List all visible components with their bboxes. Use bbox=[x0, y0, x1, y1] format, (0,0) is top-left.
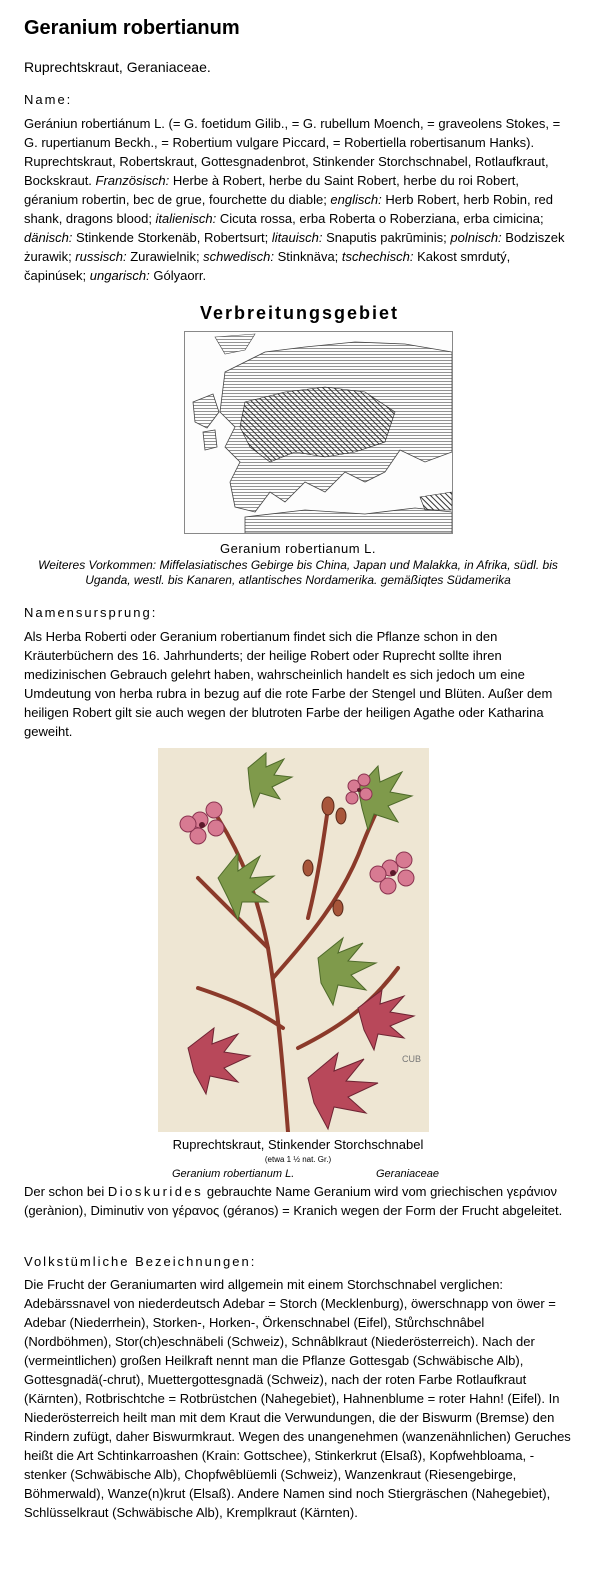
figure-family-name: Geraniaceae bbox=[376, 1168, 439, 1180]
lang-label-pl: polnisch: bbox=[450, 230, 502, 245]
folk-names-paragraph: Die Frucht der Geraniumarten wird allgemein mit einem Storchschnabel verglichen: Adebärssnavel von niederdeutsch Adebar = Storch (Mecklenburg), öwerschnapp von öwer = Adebar (Niederrhein), Storken-, Horken-, Örkenschnabel (Eifel), Stůrchschnâbel (Nordböhmen), Stor(ch)eschnäbeli (Schweiz), Schnâblkraut (Niederösterreich). Nach der (vermeintlichen) großen Heilkraft nennt man die Pflanze Gottesgab (Schwäbische Alb), Gottesgnadä(-chrut), Muettergottesgnadä (Schweiz), nach der roten Farbe Rotlaufkraut (Kärnten), Rotbrischtche = Rotbrüstchen (Nahegebiet), Hahnenblume = roter Hahn! (Eifel). In Niederösterreich heilt man mit dem Kraut die Verwundungen, die der Biswurm (Bremse) den Rindern zufügt, daher Biswurmkraut. Wegen des unangenehmen (wanzenähnlichen) Geruches heißt die Art Schtinkarroashen (Krain: Gottschee), Stinkerkrut (Elsaß), Kopfwehbloama, -stenker (Schwäbische Alb), Chopfwêblüemli (Schweiz), Wanzenkraut (Riesengebirge, Böhmerwald), Wanze(n)krut (Elsaß). Andere Namen sind noch Stiergräschen (Nahegebiet), Schlüsselkraut (Schwäbische Alb), Kremplkraut (Kärnten). bbox=[24, 1277, 571, 1520]
lang-label-ru: russisch: bbox=[75, 249, 127, 264]
lang-label-da: dänisch: bbox=[24, 230, 73, 245]
lang-label-fr: Französisch: bbox=[95, 173, 170, 188]
section-heading-name: Name: bbox=[24, 92, 73, 107]
lang-names-hu: Gólyaorr. bbox=[149, 268, 207, 283]
lang-label-it: italienisch: bbox=[155, 211, 217, 226]
lang-names-it: Cicuta rossa, erba Roberta o Roberziana, erba cimicina; bbox=[216, 211, 544, 226]
distribution-map-image bbox=[184, 331, 453, 534]
figure-scale: (etwa 1 ½ nat. Gr.) bbox=[264, 1155, 332, 1164]
lang-names-da: Stinkende Storkenäb, Robertsurt; bbox=[72, 230, 272, 245]
distribution-map-title: Verbreitungsgebiet bbox=[200, 303, 400, 323]
plant-illustration bbox=[158, 748, 429, 1132]
lang-names-lt: Snaputis pakrūminis; bbox=[322, 230, 451, 245]
illustration-signature: CUB bbox=[402, 1054, 422, 1064]
distribution-map-note: Weiteres Vorkommen: Miffelasiatisches Gebirge bis China, Japan und Malakka, in Afrika, südl. bis Uganda, westl. bis Kanaren, atlantisches Nordamerika. gemäßiqtes Südamerika bbox=[38, 558, 558, 587]
page-title: Geranium robertianum bbox=[24, 17, 240, 39]
lang-names-cs: Kakost smrdutý, čapinúsek; bbox=[24, 249, 511, 283]
lang-label-cs: tschechisch: bbox=[341, 249, 414, 264]
lang-label-lt: litauisch: bbox=[271, 230, 323, 245]
lang-label-hu: ungarisch: bbox=[89, 268, 150, 283]
lang-label-sv: schwedisch: bbox=[203, 249, 274, 264]
section-heading-folk: Volkstümliche Bezeichnungen: bbox=[24, 1254, 257, 1269]
name-synonyms: Gerániun robertiánum L. (= G. foetidum Gilib., = G. rubellum Moench, = graveolens Stokes, = G. rupertianum Beckh., = Robertium vulgare Piccard, = Robertiella robertisanum Hanks). Ruprechtskraut, Robertskraut, Gottesgnadenbrot, Stinkender Storchschnabel, Rotlaufkraut, Bockskraut. bbox=[24, 116, 561, 188]
figure-caption: Ruprechtskraut, Stinkender Storchschnabel bbox=[172, 1137, 424, 1152]
europe-map-illustration bbox=[185, 332, 452, 533]
lang-names-pl: Bodziszek żurawik; bbox=[24, 230, 565, 264]
name-paragraph bbox=[24, 114, 572, 285]
dioskurides-text-pre: Der schon bei bbox=[24, 1184, 108, 1199]
lang-names-ru: Zurawielnik; bbox=[126, 249, 204, 264]
dioskurides-name: Dioskurides bbox=[107, 1184, 204, 1199]
geranium-plant-drawing bbox=[158, 748, 429, 1132]
page-subtitle: Ruprechtskraut, Geraniaceae. bbox=[24, 59, 211, 75]
lang-label-en: englisch: bbox=[330, 192, 382, 207]
dioskurides-paragraph bbox=[24, 1182, 572, 1220]
figure-latin-name: Geranium robertianum L. bbox=[172, 1168, 295, 1180]
lang-names-sv: Stinknäva; bbox=[273, 249, 342, 264]
section-heading-origin: Namensursprung: bbox=[24, 605, 158, 620]
distribution-map-caption: Geranium robertianum L. bbox=[219, 541, 376, 556]
origin-paragraph: Als Herba Roberti oder Geranium robertianum findet sich die Pflanze schon in den Kräuterbüchern des 16. Jahrhunderts; der heilige Robert oder Ruprecht sollte ihren medizinischen Gebrauch gelehrt haben, wahrscheinlich handelt es sich jedoch um eine Umdeutung von herba rubra in bezug auf die rote Farbe der Stengel und Blüten. Außer dem heiligen Robert gilt sie auch wegen der blutroten Farbe der heiligen Agathe oder Katharina geweiht. bbox=[24, 629, 553, 739]
lang-names-fr: Herbe à Robert, herbe du Saint Robert, herbe du roi Robert, géranium robertin, bec de grue, fourchette du diable; bbox=[24, 173, 519, 207]
lang-names-en: Herb Robert, herb Robin, red shank, dragons blood; bbox=[24, 192, 553, 226]
dioskurides-text-post: gebrauchte Name Geranium wird vom griechischen γεράνιον (gerànion), Diminutiv von γέρανος (géranos) = Kranich wegen der Form der Frucht abgeleitet. bbox=[24, 1184, 563, 1218]
